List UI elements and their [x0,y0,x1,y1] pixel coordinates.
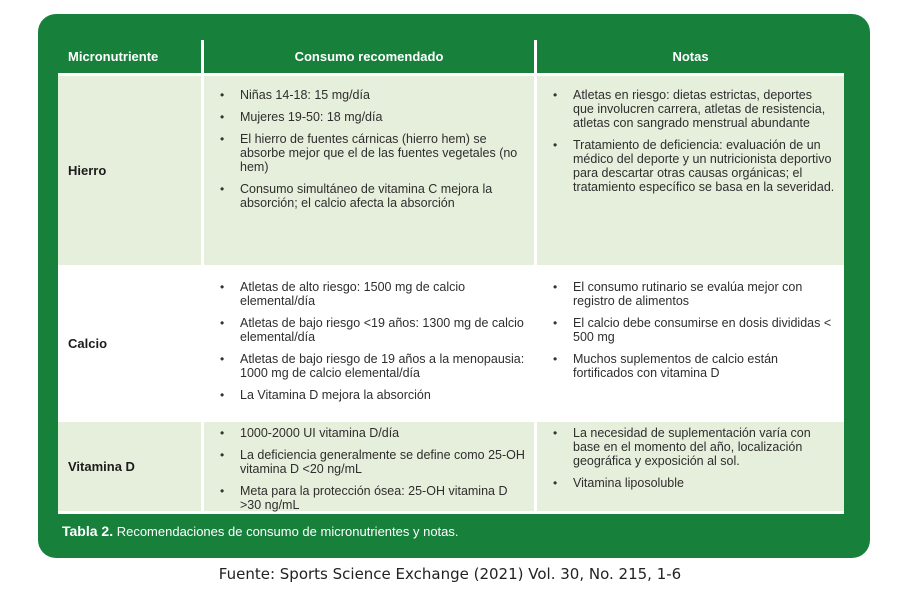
micronutrient-table [58,40,844,514]
caption-label: Tabla 2. [62,523,114,539]
row-label-hierro: Hierro [58,76,204,268]
bullet-icon: • [220,132,225,146]
bullet-icon: • [220,182,225,196]
bullet-icon: • [220,110,225,124]
list-item: • Atletas de alto riesgo: 1500 mg de calcio elemental/día [220,280,466,308]
bullet-icon: • [553,280,558,294]
notas-cell-hierro [537,76,844,268]
notas-list-hierro [537,76,844,194]
header-consumo: Consumo recomendado [204,40,537,76]
consumo-cell-calcio [204,268,537,422]
row-label-calcio: Calcio [58,268,204,422]
notas-list-calcio [537,268,844,380]
list-item: • Meta para la protección ósea: 25-OH vitamina D >30 ng/mL [220,484,508,512]
list-item: • El calcio debe consumirse en dosis divididas < 500 mg [553,316,832,344]
list-item: • Muchos suplementos de calcio están fortificados con vitamina D [553,352,778,380]
list-item: • Niñas 14-18: 15 mg/día [220,88,370,102]
bullet-icon: • [220,280,225,294]
list-item: • Consumo simultáneo de vitamina C mejora la absorción; el calcio afecta la absorción [220,182,493,210]
consumo-list-vitamina-d [204,422,534,512]
bullet-icon: • [220,388,225,402]
bullet-icon: • [553,88,558,102]
bullet-icon: • [553,138,558,152]
notas-cell-vitamina-d [537,422,844,514]
list-item: • El consumo rutinario se evalúa mejor con registro de alimentos [553,280,803,308]
list-item: • La Vitamina D mejora la absorción [220,388,431,402]
row-label-vitamina-d: Vitamina D [58,422,204,514]
bullet-icon: • [220,352,225,366]
consumo-list-calcio [204,268,534,402]
caption-text: Recomendaciones de consumo de micronutrientes y notas. [113,524,459,539]
bullet-icon: • [553,476,558,490]
list-item: • La necesidad de suplementación varía con base en el momento del año, localización geográfica y exposición al sol. [553,426,811,468]
list-item: • La deficiencia generalmente se define como 25-OH vitamina D <20 ng/mL [220,448,525,476]
list-item: • 1000-2000 UI vitamina D/día [220,426,400,440]
header-notas: Notas [537,40,844,76]
list-item: • Tratamiento de deficiencia: evaluación de un médico del deporte y un nutricionista deportivo para descartar otras causas orgánicas; el tratamiento específico se basa en la severidad. [553,138,835,194]
consumo-cell-vitamina-d [204,422,537,514]
bullet-icon: • [220,484,225,498]
list-item: • Atletas de bajo riesgo de 19 años a la menopausia: 1000 mg de calcio elemental/día [220,352,525,380]
table-caption [62,523,459,539]
consumo-list-hierro [204,76,534,210]
header-micronutriente: Micronutriente [58,40,204,76]
source-citation: Fuente: Sports Science Exchange (2021) Vol. 30, No. 215, 1-6 [218,565,682,583]
notas-list-vitamina-d [537,422,844,490]
bullet-icon: • [220,88,225,102]
consumo-cell-hierro [204,76,537,268]
bullet-icon: • [220,316,225,330]
bullet-icon: • [553,426,558,440]
bullet-icon: • [553,316,558,330]
list-item: • Vitamina liposoluble [553,476,684,490]
notas-cell-calcio [537,268,844,422]
bullet-icon: • [553,352,558,366]
bullet-icon: • [220,448,225,462]
list-item: • Atletas de bajo riesgo <19 años: 1300 mg de calcio elemental/día [220,316,524,344]
list-item: • Mujeres 19-50: 18 mg/día [220,110,383,124]
list-item: • Atletas en riesgo: dietas estrictas, deportes que involucren carrera, atletas de resistencia, atletas con sangrado menstrual abundante [553,88,826,130]
bullet-icon: • [220,426,225,440]
list-item: • El hierro de fuentes cárnicas (hierro hem) se absorbe mejor que el de las fuentes vegetales (no hem) [220,132,518,174]
